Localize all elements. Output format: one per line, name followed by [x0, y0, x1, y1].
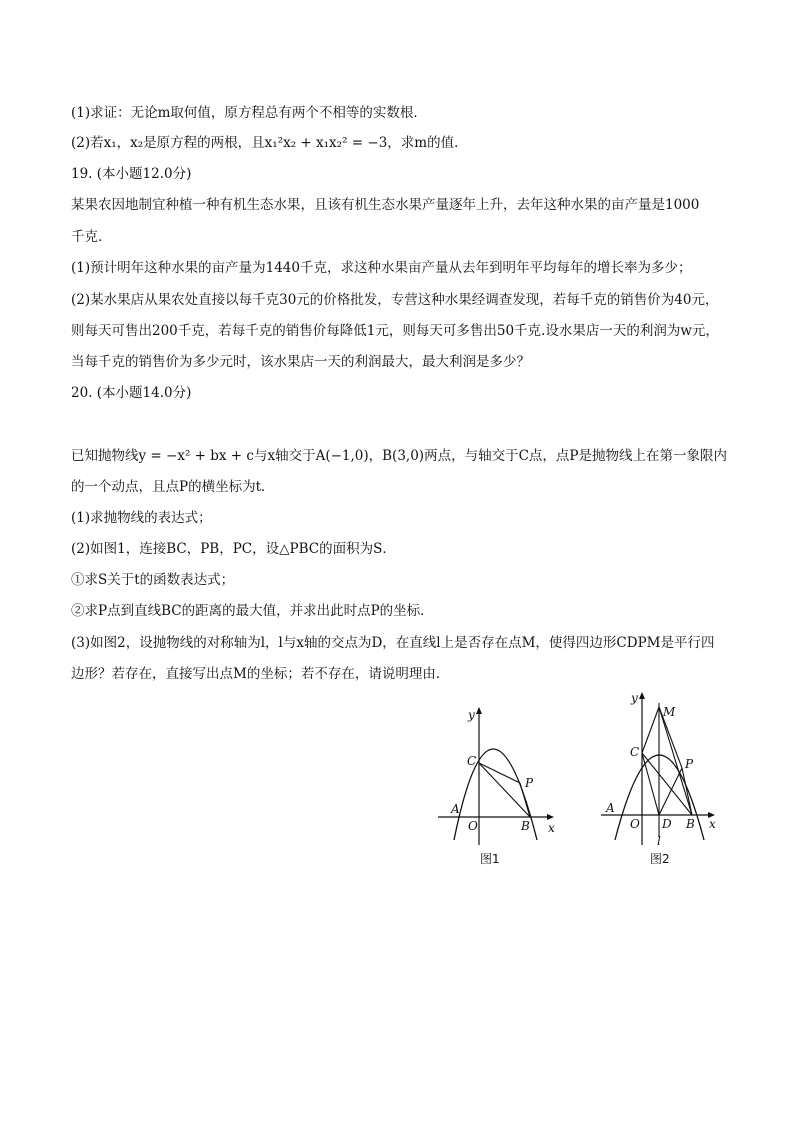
label-y: y	[468, 708, 475, 722]
figure-1-caption: 图1	[480, 852, 500, 866]
q20-intro-line2: 的一个动点，且点P的横坐标为t．	[71, 479, 275, 495]
q19-part2-line2: 则每天可售出200千克，若每千克的销售价每降低1元，则每天可多售出50千克.设水果店一天的利润为w元，	[71, 323, 719, 339]
label-o: O	[468, 819, 478, 833]
q19-intro-line1: 某果农因地制宜种植一种有机生态水果，且该有机生态水果产量逐年上升，去年这种水果的亩产量是1000	[71, 197, 700, 213]
q20-part3-line1: (3)如图2，设抛物线的对称轴为l，l与x轴的交点为D，在直线l上是否存在点M，使得四边形CDPM是平行四	[71, 635, 715, 651]
label-m: M	[663, 705, 676, 719]
figure-2-graph	[595, 685, 730, 875]
label-l: l	[657, 834, 661, 848]
segment-cd	[642, 753, 659, 815]
q20-part2-sub2: ②求P点到直线BC的距离的最大值，并求出此时点P的坐标．	[71, 603, 434, 619]
label-o: O	[630, 817, 640, 831]
q20-intro-line1: 已知抛物线y = −x² + bx + c与x轴交于A(−1,0)，B(3,0)两点，与轴交于C点，点P是抛物线上在第一象限内	[71, 448, 727, 464]
label-b: B	[686, 817, 695, 831]
label-p: P	[685, 757, 694, 771]
q18-part1: (1)求证：无论m取何值，原方程总有两个不相等的实数根．	[71, 105, 427, 121]
q19-header: 19. (本小题12.0分)	[71, 166, 192, 182]
q19-part2-line3: 当每千克的销售价为多少元时，该水果店一天的利润最大，最大利润是多少？	[71, 354, 530, 370]
figure-2	[595, 685, 730, 875]
figure-1-graph	[430, 700, 570, 875]
label-x: x	[548, 821, 555, 835]
q20-part2-sub1: ①求S关于t的函数表达式；	[71, 572, 235, 588]
q20-part3-line2: 边形？若存在，直接写出点M的坐标；若不存在，请说明理由．	[71, 666, 450, 682]
label-p: P	[525, 776, 534, 790]
label-y: y	[631, 691, 638, 705]
q18-part2: (2)若x₁，x₂是原方程的两根，且x₁²x₂ + x₁x₂² = −3，求m的值．	[71, 135, 468, 151]
x-axis-arrow-icon	[547, 814, 554, 820]
q19-part1: (1)预计明年这种水果的亩产量为1440千克，求这种水果亩产量从去年到明年平均每年的增长率为多少；	[71, 260, 692, 276]
label-c: C	[630, 745, 640, 759]
q19-intro-line2: 千克．	[71, 229, 112, 245]
q20-part1: (1)求抛物线的表达式；	[71, 510, 212, 526]
segment-mc	[642, 707, 659, 753]
label-x: x	[709, 817, 716, 831]
label-a: A	[451, 802, 460, 816]
segment-pc	[479, 763, 520, 783]
label-d: D	[662, 817, 672, 831]
q20-part2: (2)如图1，连接BC，PB，PC，设△PBC的面积为S．	[71, 541, 396, 557]
figure-2-caption: 图2	[650, 852, 670, 866]
q20-header: 20. (本小题14.0分)	[71, 385, 192, 401]
label-a: A	[606, 801, 615, 815]
y-axis-arrow-icon	[639, 692, 645, 699]
q19-part2-line1: (2)某水果店从果农处直接以每千克30元的价格批发，专营这种水果经调查发现，若每千克的销售价为40元，	[71, 292, 719, 308]
figure-1	[430, 700, 570, 875]
y-axis-arrow-icon	[476, 707, 482, 714]
label-b: B	[521, 819, 530, 833]
segment-dp	[659, 768, 682, 815]
label-c: C	[467, 754, 477, 768]
